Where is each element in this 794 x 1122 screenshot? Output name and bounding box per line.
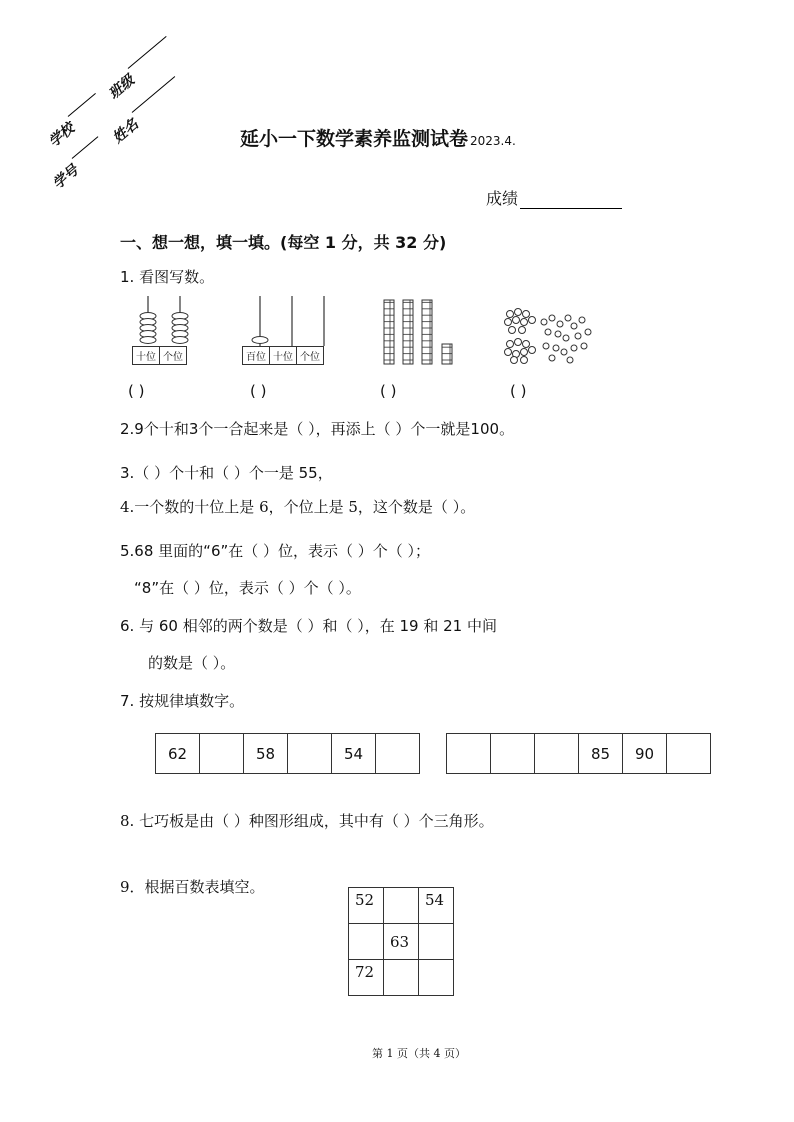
name-label: 姓名: [109, 116, 142, 147]
place-label: 十位: [270, 347, 297, 364]
sequence-cell[interactable]: [535, 734, 579, 774]
sequence-cell: 54: [332, 734, 376, 774]
sequence-cell[interactable]: [667, 734, 711, 774]
sequence-cell: 62: [156, 734, 200, 774]
hundred-cell: 63: [384, 924, 419, 960]
class-blank-line[interactable]: [128, 36, 167, 69]
sequence-cell: 58: [244, 734, 288, 774]
dot-clusters-icon: [500, 306, 596, 366]
sequence-cell: 85: [579, 734, 623, 774]
school-blank-line[interactable]: [68, 93, 96, 117]
page-title: [240, 124, 516, 151]
sequence-table-b: [446, 733, 711, 774]
hundred-cell[interactable]: [384, 888, 419, 924]
place-label: 百位: [243, 347, 270, 364]
answer-blank[interactable]: ( ): [510, 382, 527, 400]
sequence-cell[interactable]: [376, 734, 420, 774]
question-1: 1. 看图写数。: [120, 268, 215, 286]
sequence-cell: 90: [623, 734, 667, 774]
hundred-cell[interactable]: [419, 960, 454, 996]
question-3: 3.（ ）个十和（ ）个一是 55，: [120, 464, 333, 482]
section-heading: 一、想一想，填一填。(每空 1 分，共 32 分): [120, 233, 447, 252]
question-7: 7. 按规律填数字。: [120, 692, 245, 710]
title-date: 2023.4.: [470, 134, 516, 148]
hundred-cell[interactable]: [349, 924, 384, 960]
question-5-line-2: “8”在（ ）位，表示（ ）个（ ）。: [134, 579, 361, 597]
page-footer: 第 1 页（共 4 页）: [372, 1047, 466, 1060]
score-label: 成绩: [486, 189, 519, 208]
answer-blank[interactable]: ( ): [128, 382, 145, 400]
place-label: 十位: [133, 347, 160, 364]
hundred-cell[interactable]: [419, 924, 454, 960]
name-blank-line[interactable]: [132, 76, 176, 113]
question-9: 9．根据百数表填空。: [120, 878, 265, 896]
hundred-cell: 52: [349, 888, 384, 924]
abacus-a-place-labels: [132, 346, 187, 365]
number-blank-line[interactable]: [72, 136, 99, 159]
binding-area: [30, 40, 200, 193]
ten-rods-blocks-icon: [380, 296, 456, 366]
score-blank-line[interactable]: [520, 192, 622, 209]
abacus-b-place-labels: [242, 346, 324, 365]
number-label: 学号: [49, 162, 82, 193]
hundred-cell: 54: [419, 888, 454, 924]
abacus-three-rods-icon: [240, 296, 342, 348]
question-5-line-1: 5.68 里面的“6”在（ ）位，表示（ ）个（ ）；: [120, 542, 431, 560]
question-2: 2.9个十和3个一合起来是（ ），再添上（ ）个一就是100。: [120, 420, 515, 438]
sequence-cell[interactable]: [200, 734, 244, 774]
school-label: 学校: [45, 120, 78, 151]
abacus-two-rods-icon: [128, 296, 200, 348]
sequence-cell[interactable]: [491, 734, 535, 774]
answer-blank[interactable]: ( ): [380, 382, 397, 400]
hundred-cell: 72: [349, 960, 384, 996]
place-label: 个位: [297, 347, 323, 364]
class-label: 班级: [105, 72, 138, 103]
question-6-line-1: 6. 与 60 相邻的两个数是（ ）和（ ），在 19 和 21 中间: [120, 617, 497, 635]
question-4: 4.一个数的十位上是 6，个位上是 5，这个数是（ ）。: [120, 498, 476, 516]
score-field: [486, 186, 622, 209]
sequence-cell[interactable]: [288, 734, 332, 774]
title-text: 延小一下数学素养监测试卷: [240, 128, 469, 150]
sequence-table-a: [155, 733, 420, 774]
sequence-cell[interactable]: [447, 734, 491, 774]
question-8: 8. 七巧板是由（ ）种图形组成，其中有（ ）个三角形。: [120, 812, 494, 830]
place-label: 个位: [160, 347, 186, 364]
answer-blank[interactable]: ( ): [250, 382, 267, 400]
hundred-chart-table: [348, 887, 454, 996]
hundred-cell[interactable]: [384, 960, 419, 996]
question-6-line-2: 的数是（ ）。: [148, 654, 236, 672]
